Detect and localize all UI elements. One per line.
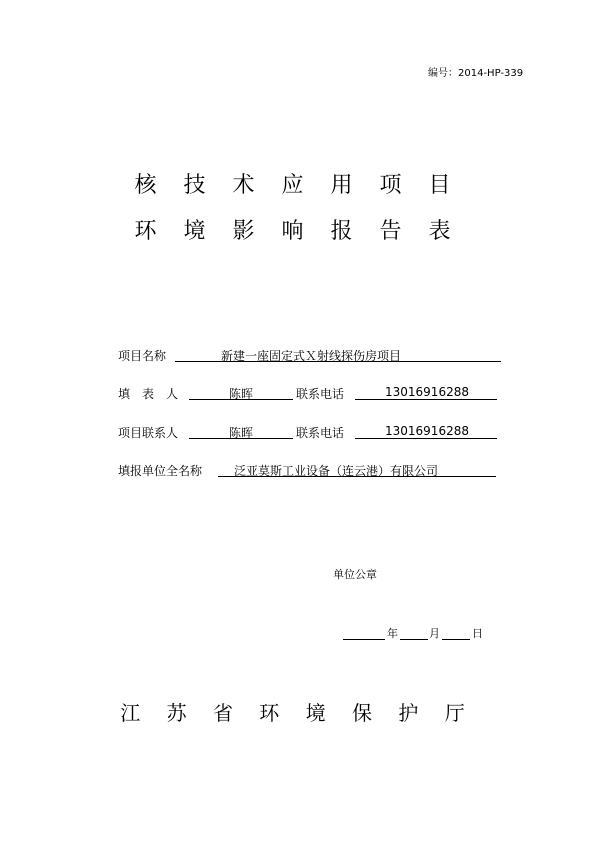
- phone2-value: 13016916288: [385, 424, 469, 438]
- year-blank: [343, 625, 385, 640]
- unit-value: 泛亚莫斯工业设备（连云港）有限公司: [234, 464, 439, 478]
- project-name-label: 项目名称: [118, 349, 167, 363]
- phone-label: 联系电话: [296, 387, 345, 401]
- title-line-1: 核 技 术 应 用 项 目: [134, 173, 461, 198]
- issuing-authority: 江 苏 省 环 境 保 护 厅: [120, 701, 475, 725]
- year-label: 年: [387, 627, 398, 640]
- phone-line: [355, 385, 497, 400]
- phone-value: 13016916288: [385, 385, 469, 399]
- month-blank: [400, 625, 428, 640]
- title-line-2: 环 境 影 响 报 告 表: [134, 219, 461, 244]
- project-name-line: [175, 347, 501, 362]
- day-blank: [442, 625, 470, 640]
- day-label: 日: [472, 627, 483, 640]
- filler-line: [189, 385, 293, 400]
- contact-value: 陈晖: [229, 426, 254, 440]
- contact-line: [189, 424, 293, 439]
- filler-value: 陈晖: [229, 387, 254, 401]
- project-name-value: 新建一座固定式Ｘ射线探伤房项目: [221, 349, 402, 363]
- phone2-label: 联系电话: [296, 426, 345, 440]
- month-label: 月: [429, 627, 440, 640]
- seal-label: 单位公章: [333, 568, 377, 581]
- unit-label: 填报单位全名称: [118, 464, 203, 478]
- unit-line: [218, 462, 496, 477]
- document-number: 编号：2014-HP-339: [428, 68, 524, 79]
- contact-label: 项目联系人: [118, 426, 179, 440]
- filler-label: 填 表 人: [118, 387, 179, 401]
- phone2-line: [355, 424, 497, 439]
